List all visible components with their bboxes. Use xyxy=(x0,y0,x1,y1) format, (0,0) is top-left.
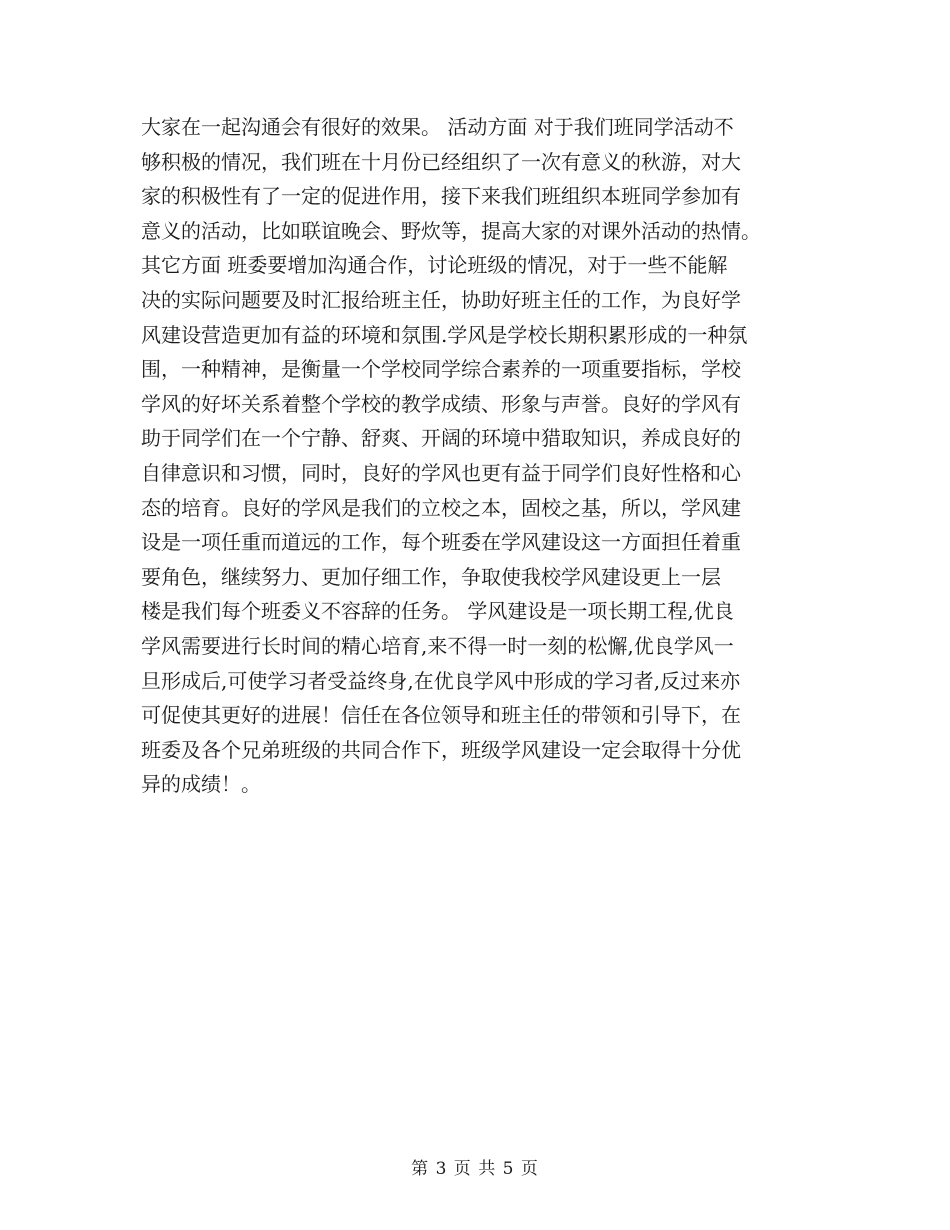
text-line: 学风需要进行长时间的精心培育,来不得一时一刻的松懈,优良学风一 xyxy=(141,633,734,658)
document-body xyxy=(141,110,809,802)
text-line: 班委及各个兄弟班级的共同合作下，班级学风建设一定会取得十分优 xyxy=(141,737,741,762)
text-line: 围，一种精神，是衡量一个学校同学综合素养的一项重要指标，学校 xyxy=(141,357,741,382)
text-line: 自律意识和习惯，同时，良好的学风也更有益于同学们良好性格和心 xyxy=(141,460,741,485)
text-line: 异的成绩！。 xyxy=(141,772,261,797)
text-line: 决的实际问题要及时汇报给班主任，协助好班主任的工作，为良好学 xyxy=(141,287,741,312)
text-line: 够积极的情况，我们班在十月份已经组织了一次有意义的秋游，对大 xyxy=(141,149,741,174)
text-line: 助于同学们在一个宁静、舒爽、开阔的环境中猎取知识，养成良好的 xyxy=(141,426,741,451)
text-line: 家的积极性有了一定的促进作用，接下来我们班组织本班同学参加有 xyxy=(141,184,741,209)
text-line: 其它方面 班委要增加沟通合作，讨论班级的情况，对于一些不能解 xyxy=(141,253,728,278)
text-line: 可促使其更好的进展！信任在各位领导和班主任的带领和引导下，在 xyxy=(141,703,741,728)
text-line: 态的培育。良好的学风是我们的立校之本，固校之基，所以，学风建 xyxy=(141,495,741,520)
page-number-footer: 第 3 页 共 5 页 xyxy=(411,1159,539,1179)
text-line: 设是一项任重而道远的工作，每个班委在学风建设这一方面担任着重 xyxy=(141,530,741,555)
text-line: 大家在一起沟通会有很好的效果。 活动方面 对于我们班同学活动不 xyxy=(141,115,734,139)
text-line: 学风的好坏关系着整个学校的教学成绩、形象与声誉。良好的学风有 xyxy=(141,391,741,416)
text-line: 旦形成后,可使学习者受益终身,在优良学风中形成的学习者,反过来亦 xyxy=(141,668,741,693)
text-line: 风建设营造更加有益的环境和氛围.学风是学校长期积累形成的一种氛 xyxy=(141,322,748,347)
text-line: 意义的活动，比如联谊晚会、野炊等，提高大家的对课外活动的热情。 xyxy=(141,218,761,243)
text-line: 要角色，继续努力、更加仔细工作，争取使我校学风建设更上一层 xyxy=(141,564,721,589)
text-line: 楼是我们每个班委义不容辞的任务。 学风建设是一项长期工程,优良 xyxy=(141,599,734,624)
